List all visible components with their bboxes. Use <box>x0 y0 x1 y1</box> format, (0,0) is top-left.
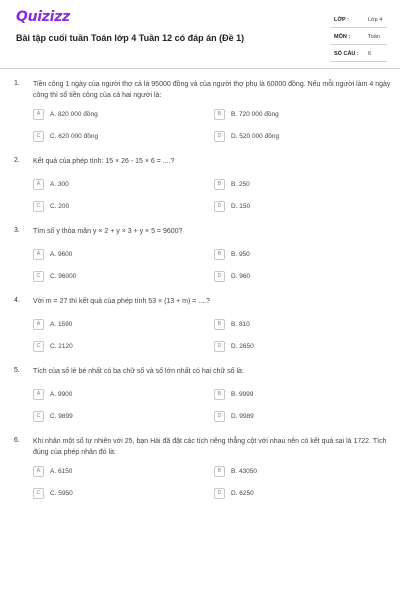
option-text: D. 2650 <box>231 342 254 350</box>
meta-count-value: 6 <box>368 51 372 57</box>
option-text: C. 2120 <box>50 342 73 350</box>
option-letter-badge: C <box>33 201 44 212</box>
question-number: 1. <box>14 80 20 87</box>
question-text: Tiền công 1 ngày của người thợ cả là 95000 đồng và của người thợ phụ là 60000 đồng. Nếu mỗi người làm 4 ngày công thì số tiền công của cả hai người là: <box>33 81 391 99</box>
option-text: B. 950 <box>231 250 250 258</box>
question-text: Kết quả của phép tính: 15 × 26 - 15 × 6 = ....? <box>33 158 175 165</box>
option-letter-badge: A <box>33 466 44 477</box>
option-letter-badge: B <box>214 249 225 260</box>
option-text: C. 96000 <box>50 272 77 280</box>
option-letter-badge: A <box>33 179 44 190</box>
option-letter-badge: C <box>33 411 44 422</box>
option-letter-badge: A <box>33 319 44 330</box>
option-c[interactable] <box>33 200 69 212</box>
question-text: Tích của số lẻ bé nhất có ba chữ số và số lớn nhất có hai chữ số là: <box>33 368 244 375</box>
question-text: Với m = 27 thì kết quả của phép tính 53 × (13 + m) = ....? <box>33 298 210 305</box>
option-text: D. 6250 <box>231 489 254 497</box>
meta-question-count <box>331 45 387 62</box>
option-text: B. 9999 <box>231 390 254 398</box>
option-d[interactable] <box>214 270 250 282</box>
option-text: A. 1590 <box>50 320 73 328</box>
option-b[interactable] <box>214 318 250 330</box>
option-a[interactable] <box>33 318 72 330</box>
option-letter-badge: D <box>214 411 225 422</box>
meta-subject <box>331 28 387 45</box>
option-letter-badge: A <box>33 109 44 120</box>
option-text: A. 6150 <box>50 467 73 475</box>
option-c[interactable] <box>33 487 73 499</box>
option-letter-badge: D <box>214 271 225 282</box>
option-text: A. 300 <box>50 180 69 188</box>
option-text: B. 250 <box>231 180 250 188</box>
option-c[interactable] <box>33 410 73 422</box>
option-letter-badge: C <box>33 341 44 352</box>
option-a[interactable] <box>33 388 72 400</box>
question-number: 5. <box>14 367 20 374</box>
option-letter-badge: B <box>214 389 225 400</box>
option-text: D. 960 <box>231 272 251 280</box>
option-text: C. 5950 <box>50 489 73 497</box>
meta-subject-label: MÔN : <box>334 34 351 40</box>
option-text: B. 810 <box>231 320 250 328</box>
option-letter-badge: A <box>33 249 44 260</box>
option-a[interactable] <box>33 178 69 190</box>
question-number: 4. <box>14 297 20 304</box>
option-letter-badge: D <box>214 341 225 352</box>
option-text: A. 820 000 đồng <box>50 110 98 118</box>
option-d[interactable] <box>214 487 254 499</box>
option-text: B. 720 000 đồng <box>231 110 279 118</box>
option-c[interactable] <box>33 270 76 282</box>
meta-grade-label: LỚP : <box>334 17 349 23</box>
option-letter-badge: C <box>33 271 44 282</box>
option-b[interactable] <box>214 178 250 190</box>
option-a[interactable] <box>33 248 72 260</box>
question-number: 6. <box>14 437 20 444</box>
option-d[interactable] <box>214 410 254 422</box>
option-text: D. 150 <box>231 202 251 210</box>
option-text: B. 43050 <box>231 467 258 475</box>
meta-count-label: SỐ CÂU : <box>334 51 359 57</box>
option-text: A. 9600 <box>50 250 73 258</box>
meta-grade-value: Lớp 4 <box>368 17 383 23</box>
quizizz-logo: Quizizz <box>16 9 70 25</box>
header-divider <box>0 68 400 69</box>
worksheet-header <box>0 0 400 66</box>
option-letter-badge: B <box>214 109 225 120</box>
question-text: Tìm số y thỏa mãn y × 2 + y × 3 + y × 5 = 9600? <box>33 228 183 235</box>
option-text: A. 9900 <box>50 390 73 398</box>
option-d[interactable] <box>214 340 254 352</box>
option-letter-badge: D <box>214 488 225 499</box>
option-b[interactable] <box>214 248 250 260</box>
option-letter-badge: B <box>214 179 225 190</box>
option-b[interactable] <box>214 108 279 120</box>
option-letter-badge: D <box>214 131 225 142</box>
option-letter-badge: A <box>33 389 44 400</box>
option-letter-badge: C <box>33 131 44 142</box>
meta-grade <box>331 11 387 28</box>
question-number: 3. <box>14 227 20 234</box>
question-number: 2. <box>14 157 20 164</box>
option-text: D. 520 000 đồng <box>231 132 280 140</box>
option-d[interactable] <box>214 130 279 142</box>
option-text: C. 9899 <box>50 412 73 420</box>
option-b[interactable] <box>214 465 257 477</box>
option-letter-badge: B <box>214 319 225 330</box>
option-d[interactable] <box>214 200 250 212</box>
option-letter-badge: D <box>214 201 225 212</box>
option-a[interactable] <box>33 108 98 120</box>
option-text: D. 9989 <box>231 412 254 420</box>
option-letter-badge: C <box>33 488 44 499</box>
option-text: C. 200 <box>50 202 70 210</box>
meta-subject-value: Toán <box>368 34 380 40</box>
option-b[interactable] <box>214 388 253 400</box>
option-c[interactable] <box>33 130 98 142</box>
option-a[interactable] <box>33 465 72 477</box>
worksheet-title: Bài tập cuối tuần Toán lớp 4 Tuần 12 có đáp án (Đề 1) <box>16 33 245 43</box>
question-text: Khi nhân một số tự nhiên với 25, bạn Hải đã đặt các tích riêng thẳng cột với nhau nên có kết quả sai là 1722. Tích đúng của phép nhân đó là: <box>33 438 387 456</box>
option-letter-badge: B <box>214 466 225 477</box>
option-c[interactable] <box>33 340 73 352</box>
option-text: C. 620 000 đồng <box>50 132 99 140</box>
